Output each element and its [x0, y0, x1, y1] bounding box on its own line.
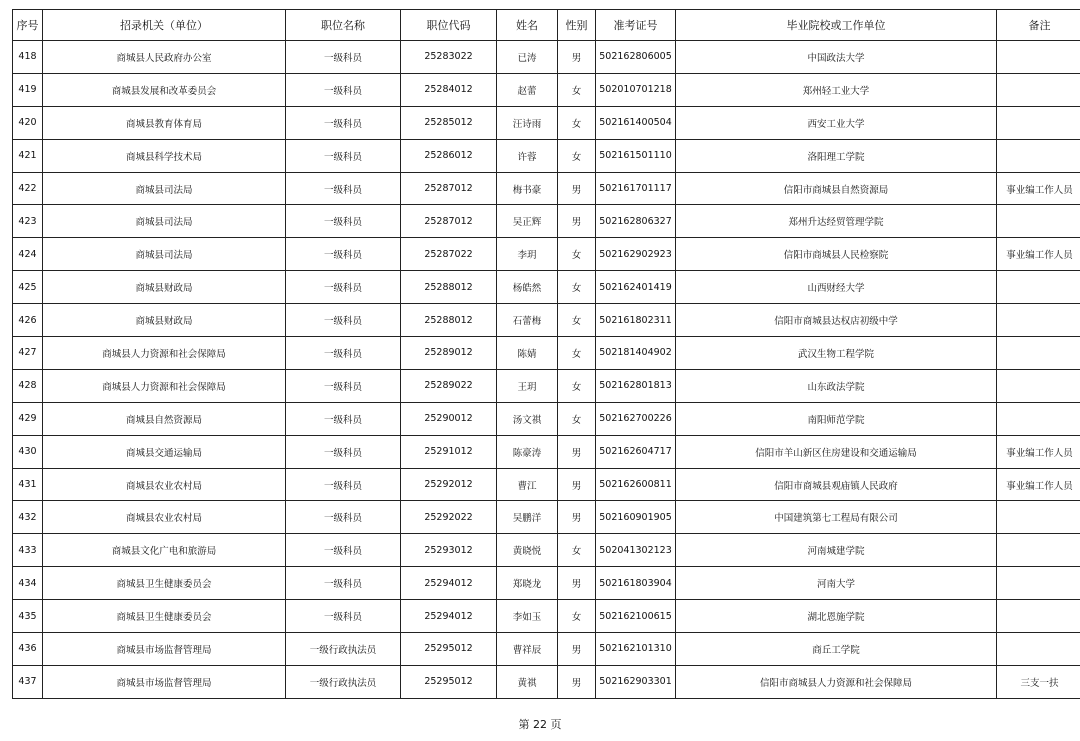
cell-school-or-employer: 山东政法学院 [676, 369, 997, 402]
cell-exam-ticket-number: 502162101310 [596, 633, 676, 666]
cell-position-name: 一级科员 [286, 205, 401, 238]
cell-gender: 女 [558, 271, 596, 304]
cell-position-code: 25295012 [401, 633, 497, 666]
cell-position-name: 一级科员 [286, 238, 401, 271]
cell-recruiting-agency: 商城县卫生健康委员会 [43, 600, 286, 633]
cell-name: 吴鹏洋 [497, 501, 558, 534]
cell-position-code: 25292012 [401, 468, 497, 501]
cell-gender: 男 [558, 172, 596, 205]
cell-remarks [997, 337, 1080, 370]
cell-remarks [997, 41, 1080, 74]
cell-gender: 男 [558, 501, 596, 534]
cell-position-name: 一级行政执法员 [286, 633, 401, 666]
cell-position-name: 一级科员 [286, 73, 401, 106]
cell-gender: 女 [558, 534, 596, 567]
cell-name: 郑晓龙 [497, 567, 558, 600]
cell-position-code: 25283022 [401, 41, 497, 74]
cell-serial-number: 419 [13, 73, 43, 106]
cell-position-name: 一级科员 [286, 435, 401, 468]
cell-position-code: 25287012 [401, 172, 497, 205]
table-row [13, 534, 1080, 567]
cell-recruiting-agency: 商城县科学技术局 [43, 139, 286, 172]
cell-name: 李如玉 [497, 600, 558, 633]
cell-serial-number: 437 [13, 665, 43, 698]
cell-recruiting-agency: 商城县市场监督管理局 [43, 633, 286, 666]
cell-recruiting-agency: 商城县自然资源局 [43, 402, 286, 435]
cell-name: 黄祺 [497, 665, 558, 698]
table-row [13, 205, 1080, 238]
cell-serial-number: 425 [13, 271, 43, 304]
cell-position-code: 25284012 [401, 73, 497, 106]
cell-gender: 男 [558, 435, 596, 468]
cell-position-code: 25290012 [401, 402, 497, 435]
cell-position-code: 25294012 [401, 600, 497, 633]
cell-school-or-employer: 郑州轻工业大学 [676, 73, 997, 106]
cell-serial-number: 430 [13, 435, 43, 468]
cell-position-code: 25289012 [401, 337, 497, 370]
table-row [13, 501, 1080, 534]
table-body [13, 41, 1080, 699]
cell-exam-ticket-number: 502162806327 [596, 205, 676, 238]
column-header-school-or-employer: 毕业院校或工作单位 [676, 10, 997, 41]
cell-remarks [997, 73, 1080, 106]
table-row [13, 435, 1080, 468]
cell-position-name: 一级科员 [286, 567, 401, 600]
cell-position-name: 一级行政执法员 [286, 665, 401, 698]
cell-school-or-employer: 湖北恩施学院 [676, 600, 997, 633]
cell-serial-number: 424 [13, 238, 43, 271]
cell-exam-ticket-number: 502161802311 [596, 304, 676, 337]
cell-remarks [997, 567, 1080, 600]
cell-remarks: 事业编工作人员 [997, 468, 1080, 501]
cell-exam-ticket-number: 502162801813 [596, 369, 676, 402]
cell-school-or-employer: 商丘工学院 [676, 633, 997, 666]
cell-gender: 男 [558, 665, 596, 698]
cell-school-or-employer: 中国建筑第七工程局有限公司 [676, 501, 997, 534]
cell-remarks: 事业编工作人员 [997, 238, 1080, 271]
table-row [13, 271, 1080, 304]
cell-exam-ticket-number: 502161501110 [596, 139, 676, 172]
cell-serial-number: 421 [13, 139, 43, 172]
cell-exam-ticket-number: 502162600811 [596, 468, 676, 501]
cell-serial-number: 420 [13, 106, 43, 139]
cell-recruiting-agency: 商城县人力资源和社会保障局 [43, 337, 286, 370]
cell-exam-ticket-number: 502010701218 [596, 73, 676, 106]
cell-remarks [997, 600, 1080, 633]
cell-name: 赵蕾 [497, 73, 558, 106]
cell-exam-ticket-number: 502162700226 [596, 402, 676, 435]
cell-position-name: 一级科员 [286, 41, 401, 74]
table-row [13, 73, 1080, 106]
cell-position-name: 一级科员 [286, 600, 401, 633]
column-header-position-name: 职位名称 [286, 10, 401, 41]
cell-school-or-employer: 中国政法大学 [676, 41, 997, 74]
cell-remarks: 事业编工作人员 [997, 435, 1080, 468]
cell-name: 石蕾梅 [497, 304, 558, 337]
cell-school-or-employer: 山西财经大学 [676, 271, 997, 304]
cell-position-code: 25288012 [401, 271, 497, 304]
cell-school-or-employer: 洛阳理工学院 [676, 139, 997, 172]
table-row [13, 106, 1080, 139]
cell-position-code: 25285012 [401, 106, 497, 139]
cell-recruiting-agency: 商城县发展和改革委员会 [43, 73, 286, 106]
cell-gender: 女 [558, 238, 596, 271]
cell-serial-number: 433 [13, 534, 43, 567]
cell-recruiting-agency: 商城县司法局 [43, 172, 286, 205]
cell-serial-number: 428 [13, 369, 43, 402]
cell-exam-ticket-number: 502161400504 [596, 106, 676, 139]
cell-serial-number: 423 [13, 205, 43, 238]
cell-name: 曹祥辰 [497, 633, 558, 666]
cell-remarks [997, 501, 1080, 534]
cell-serial-number: 434 [13, 567, 43, 600]
column-header-exam-ticket-number: 准考证号 [596, 10, 676, 41]
column-header-position-code: 职位代码 [401, 10, 497, 41]
table-row [13, 402, 1080, 435]
cell-recruiting-agency: 商城县文化广电和旅游局 [43, 534, 286, 567]
cell-remarks [997, 402, 1080, 435]
cell-recruiting-agency: 商城县市场监督管理局 [43, 665, 286, 698]
table-row [13, 139, 1080, 172]
cell-position-name: 一级科员 [286, 337, 401, 370]
cell-serial-number: 435 [13, 600, 43, 633]
table-row [13, 665, 1080, 698]
cell-gender: 女 [558, 337, 596, 370]
cell-gender: 男 [558, 468, 596, 501]
cell-serial-number: 426 [13, 304, 43, 337]
cell-serial-number: 418 [13, 41, 43, 74]
cell-name: 已涛 [497, 41, 558, 74]
cell-position-code: 25293012 [401, 534, 497, 567]
column-header-serial-number: 序号 [13, 10, 43, 41]
cell-position-code: 25287022 [401, 238, 497, 271]
cell-name: 吴正辉 [497, 205, 558, 238]
cell-position-code: 25288012 [401, 304, 497, 337]
results-table [12, 9, 1080, 699]
cell-position-code: 25292022 [401, 501, 497, 534]
cell-recruiting-agency: 商城县人力资源和社会保障局 [43, 369, 286, 402]
cell-recruiting-agency: 商城县教育体育局 [43, 106, 286, 139]
cell-name: 陈豪涛 [497, 435, 558, 468]
cell-remarks [997, 633, 1080, 666]
cell-exam-ticket-number: 502162903301 [596, 665, 676, 698]
table-row [13, 304, 1080, 337]
cell-exam-ticket-number: 502162100615 [596, 600, 676, 633]
cell-school-or-employer: 郑州升达经贸管理学院 [676, 205, 997, 238]
cell-exam-ticket-number: 502160901905 [596, 501, 676, 534]
cell-position-code: 25289022 [401, 369, 497, 402]
cell-recruiting-agency: 商城县卫生健康委员会 [43, 567, 286, 600]
cell-remarks [997, 304, 1080, 337]
cell-position-name: 一级科员 [286, 106, 401, 139]
cell-serial-number: 432 [13, 501, 43, 534]
cell-gender: 男 [558, 633, 596, 666]
table-row [13, 633, 1080, 666]
cell-school-or-employer: 河南大学 [676, 567, 997, 600]
cell-remarks [997, 106, 1080, 139]
cell-school-or-employer: 信阳市商城县观庙镇人民政府 [676, 468, 997, 501]
cell-position-code: 25291012 [401, 435, 497, 468]
cell-school-or-employer: 信阳市羊山新区住房建设和交通运输局 [676, 435, 997, 468]
column-header-recruiting-agency: 招录机关（单位） [43, 10, 286, 41]
column-header-name: 姓名 [497, 10, 558, 41]
table-row [13, 172, 1080, 205]
cell-serial-number: 422 [13, 172, 43, 205]
cell-position-name: 一级科员 [286, 468, 401, 501]
cell-exam-ticket-number: 502162806005 [596, 41, 676, 74]
cell-serial-number: 429 [13, 402, 43, 435]
cell-remarks [997, 369, 1080, 402]
cell-school-or-employer: 信阳市商城县自然资源局 [676, 172, 997, 205]
cell-gender: 女 [558, 600, 596, 633]
cell-exam-ticket-number: 502162401419 [596, 271, 676, 304]
cell-name: 王玥 [497, 369, 558, 402]
cell-remarks [997, 139, 1080, 172]
cell-gender: 女 [558, 304, 596, 337]
table-row [13, 238, 1080, 271]
cell-recruiting-agency: 商城县农业农村局 [43, 468, 286, 501]
cell-exam-ticket-number: 502162902923 [596, 238, 676, 271]
cell-exam-ticket-number: 502041302123 [596, 534, 676, 567]
cell-name: 梅书豪 [497, 172, 558, 205]
cell-name: 杨皓然 [497, 271, 558, 304]
cell-position-code: 25294012 [401, 567, 497, 600]
cell-recruiting-agency: 商城县司法局 [43, 238, 286, 271]
cell-school-or-employer: 信阳市商城县人力资源和社会保障局 [676, 665, 997, 698]
cell-position-name: 一级科员 [286, 304, 401, 337]
table-row [13, 468, 1080, 501]
cell-exam-ticket-number: 502161803904 [596, 567, 676, 600]
cell-school-or-employer: 西安工业大学 [676, 106, 997, 139]
cell-position-name: 一级科员 [286, 369, 401, 402]
cell-gender: 女 [558, 106, 596, 139]
table-row [13, 567, 1080, 600]
cell-name: 汤文祺 [497, 402, 558, 435]
cell-name: 曹江 [497, 468, 558, 501]
cell-exam-ticket-number: 502181404902 [596, 337, 676, 370]
cell-position-name: 一级科员 [286, 172, 401, 205]
cell-position-code: 25295012 [401, 665, 497, 698]
cell-school-or-employer: 信阳市商城县人民检察院 [676, 238, 997, 271]
table-row [13, 369, 1080, 402]
cell-serial-number: 436 [13, 633, 43, 666]
column-header-gender: 性别 [558, 10, 596, 41]
cell-position-code: 25287012 [401, 205, 497, 238]
cell-recruiting-agency: 商城县财政局 [43, 304, 286, 337]
cell-name: 汪诗雨 [497, 106, 558, 139]
cell-school-or-employer: 河南城建学院 [676, 534, 997, 567]
cell-school-or-employer: 武汉生物工程学院 [676, 337, 997, 370]
cell-remarks [997, 271, 1080, 304]
table-header-row [13, 10, 1080, 41]
cell-school-or-employer: 南阳师范学院 [676, 402, 997, 435]
cell-recruiting-agency: 商城县人民政府办公室 [43, 41, 286, 74]
cell-name: 黄晓悦 [497, 534, 558, 567]
table-row [13, 600, 1080, 633]
cell-serial-number: 431 [13, 468, 43, 501]
cell-exam-ticket-number: 502161701117 [596, 172, 676, 205]
cell-exam-ticket-number: 502162604717 [596, 435, 676, 468]
cell-remarks [997, 205, 1080, 238]
cell-position-name: 一级科员 [286, 501, 401, 534]
column-header-remarks: 备注 [997, 10, 1080, 41]
page-number: 第 22 页 [518, 718, 562, 731]
cell-remarks [997, 534, 1080, 567]
cell-recruiting-agency: 商城县农业农村局 [43, 501, 286, 534]
table-row [13, 337, 1080, 370]
cell-serial-number: 427 [13, 337, 43, 370]
cell-position-name: 一级科员 [286, 402, 401, 435]
cell-remarks: 事业编工作人员 [997, 172, 1080, 205]
cell-gender: 男 [558, 205, 596, 238]
cell-position-name: 一级科员 [286, 271, 401, 304]
cell-position-name: 一级科员 [286, 534, 401, 567]
cell-recruiting-agency: 商城县交通运输局 [43, 435, 286, 468]
table-row [13, 41, 1080, 74]
cell-gender: 男 [558, 567, 596, 600]
cell-position-code: 25286012 [401, 139, 497, 172]
cell-gender: 女 [558, 369, 596, 402]
cell-gender: 女 [558, 73, 596, 106]
cell-gender: 男 [558, 41, 596, 74]
cell-name: 陈婧 [497, 337, 558, 370]
cell-school-or-employer: 信阳市商城县达权店初级中学 [676, 304, 997, 337]
cell-gender: 女 [558, 139, 596, 172]
cell-gender: 女 [558, 402, 596, 435]
cell-recruiting-agency: 商城县财政局 [43, 271, 286, 304]
cell-remarks: 三支一扶 [997, 665, 1080, 698]
cell-position-name: 一级科员 [286, 139, 401, 172]
cell-name: 许蓉 [497, 139, 558, 172]
cell-recruiting-agency: 商城县司法局 [43, 205, 286, 238]
cell-name: 李玥 [497, 238, 558, 271]
